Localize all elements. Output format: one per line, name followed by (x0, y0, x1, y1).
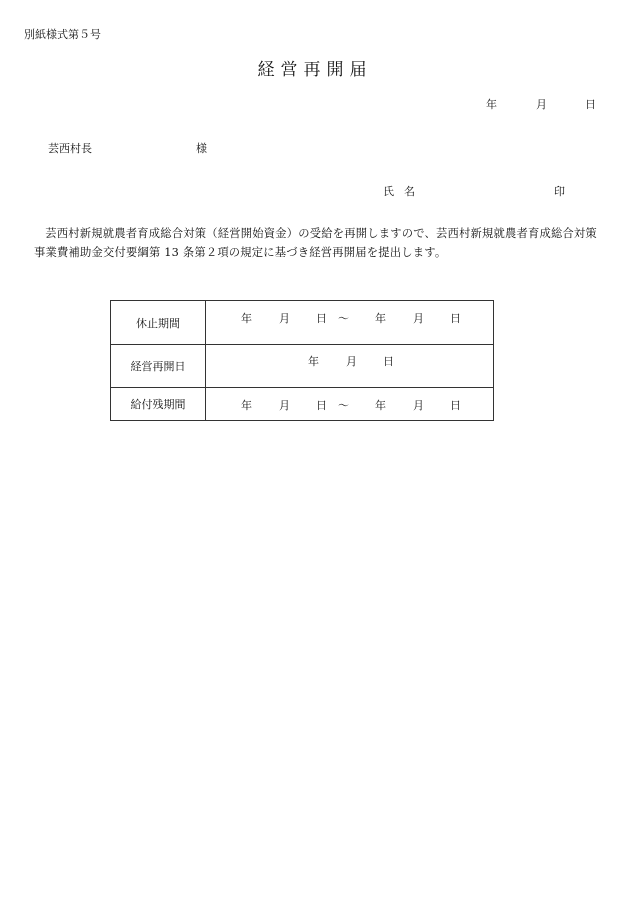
applicant-name-label: 氏名 (383, 185, 425, 198)
day-label: 日 (316, 399, 327, 412)
range-tilde: ～ (338, 312, 349, 325)
month-label: 月 (413, 312, 424, 325)
row-label-resumption-date: 経営再開日 (111, 345, 206, 388)
seal-label: 印 (554, 185, 565, 198)
form-number: 別紙様式第５号 (24, 28, 101, 41)
month-label: 月 (279, 399, 290, 412)
page-title: 経営再開届 (257, 60, 373, 80)
month-label: 月 (346, 355, 357, 368)
day-label: 日 (316, 312, 327, 325)
suspension-period-value (206, 301, 494, 345)
addressee-honorific: 様 (196, 142, 207, 155)
year-label: 年 (375, 312, 386, 325)
day-label: 日 (450, 399, 461, 412)
table-row (111, 388, 494, 421)
table-row (111, 345, 494, 388)
date-day-label: 日 (585, 98, 596, 111)
resumption-date-value (206, 345, 494, 388)
date-year-label: 年 (486, 98, 497, 111)
range-tilde: ～ (338, 399, 349, 412)
month-label: 月 (279, 312, 290, 325)
addressee-name: 芸西村長 (48, 142, 92, 155)
row-label-remaining-benefit-period: 給付残期間 (111, 388, 206, 421)
table-row (111, 301, 494, 345)
info-table (110, 300, 494, 421)
year-label: 年 (308, 355, 319, 368)
day-label: 日 (450, 312, 461, 325)
year-label: 年 (375, 399, 386, 412)
year-label: 年 (241, 399, 252, 412)
month-label: 月 (413, 399, 424, 412)
year-label: 年 (241, 312, 252, 325)
body-paragraph: 芸西村新規就農者育成総合対策（経営開始資金）の受給を再開しますので、芸西村新規就農者育成総合対策事業費補助金交付要綱第 13 条第２項の規定に基づき経営再開届を提出します。 (34, 227, 597, 259)
row-label-suspension-period: 休止期間 (111, 301, 206, 345)
date-month-label: 月 (536, 98, 547, 111)
remaining-benefit-period-value (206, 388, 494, 421)
day-label: 日 (383, 355, 394, 368)
